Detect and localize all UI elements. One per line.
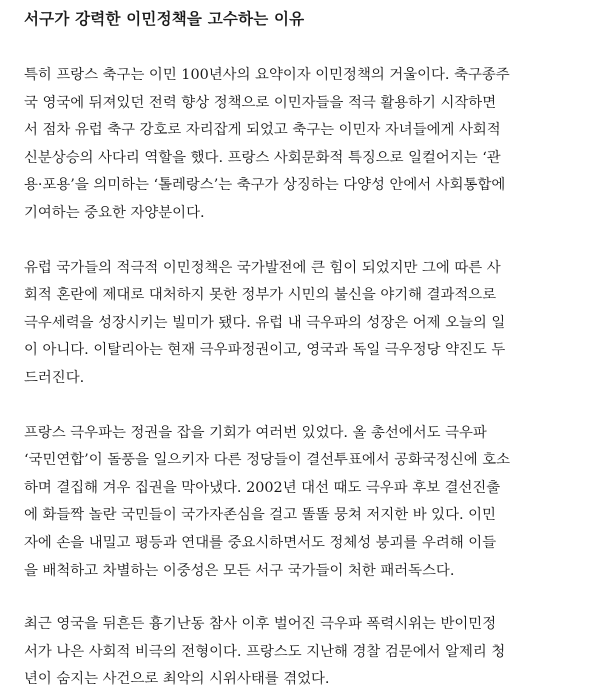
paragraph-line: 특히 프랑스 축구는 이민 100년사의 요약이자 이민정책의 거울이다. 축구종주 (24, 67, 510, 83)
paragraph-line: 을 배척하고 차별하는 이중성은 모든 서구 국가들이 처한 패러독스다. (24, 562, 455, 579)
paragraph-line: 드러진다. (24, 369, 85, 386)
paragraph-line: 극우세력을 성장시키는 빌미가 됐다. 유럽 내 극우파의 성장은 어제 오늘의 일 (24, 314, 506, 331)
paragraph-1 (24, 62, 584, 228)
paragraph-line: 국 영국에 뒤져있던 전력 향상 정책으로 이민자들을 적극 활용하기 시작하면 (24, 94, 497, 111)
paragraph-line: 서가 나은 사회적 비극의 전형이다. 프랑스도 지난해 경찰 검문에서 알제리 청 (24, 643, 506, 660)
paragraph-line: 년이 숨지는 사건으로 최악의 시위사태를 겪었다. (24, 671, 330, 688)
paragraph-line: 프랑스 극우파는 정권을 잡을 기회가 여러번 있었다. 올 총선에서도 극우파 (24, 424, 487, 441)
paragraph-line: 자에 손을 내밀고 평등과 연대를 중요시하면서도 정체성 붕괴를 우려해 이들 (24, 534, 497, 551)
paragraph-line: 최근 영국을 뒤흔든 흉기난동 참사 이후 벌어진 극우파 폭력시위는 반이민정 (24, 616, 497, 633)
paragraph-line: 유럽 국가들의 적극적 이민정책은 국가발전에 큰 힘이 되었지만 그에 따른 사 (24, 259, 501, 276)
paragraph-line: 신분상승의 사다리 역할을 했다. 프랑스 사회문화적 특징으로 일컬어지는 ‘관 (24, 149, 501, 166)
paragraph-line: 용·포용’을 의미하는 ‘톨레랑스’는 축구가 상징하는 다양성 안에서 사회통합에 (24, 177, 506, 194)
paragraph-line: 하며 결집해 겨우 집권을 막아냈다. 2002년 대선 때도 극우파 후보 결선진출 (24, 479, 501, 496)
paragraph-line: 회적 혼란에 제대로 대처하지 못한 정부가 시민의 불신을 야기해 결과적으로 (24, 287, 497, 304)
article-title: 서구가 강력한 이민정책을 고수하는 이유 (24, 10, 305, 28)
paragraph-2 (24, 255, 584, 393)
paragraph-line: ‘국민연합’이 돌풍을 일으키자 다른 정당들이 결선투표에서 공화국정신에 호소 (24, 452, 511, 469)
paragraph-line: 이 아니다. 이탈리아는 현재 극우파정권이고, 영국과 독일 극우정당 약진도 두 (24, 342, 506, 359)
paragraph-line: 기여하는 중요한 자양분이다. (24, 204, 205, 221)
paragraph-line: 에 화들짝 놀란 국민들이 국가자존심을 걸고 똘똘 뭉쳐 저지한 바 있다. 이민 (24, 507, 496, 524)
paragraph-3 (24, 420, 584, 586)
paragraph-line: 서 점차 유럽 축구 강호로 자리잡게 되었고 축구는 이민자 자녀들에게 사회적 (24, 122, 501, 139)
paragraph-4 (24, 611, 584, 694)
